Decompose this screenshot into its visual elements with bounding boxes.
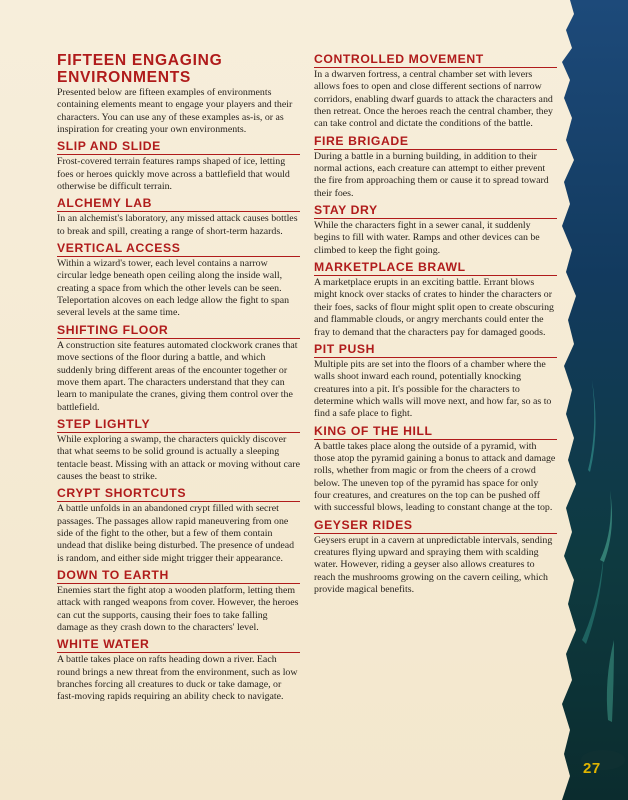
section-title: WHITE WATER (57, 637, 300, 653)
section-marketplace-brawl (314, 260, 557, 339)
section-stay-dry (314, 203, 557, 257)
section-text: In an alchemist's laboratory, any missed attack causes bottles to break and spill, creating a range of short-term hazards. (57, 213, 298, 237)
section-down-to-earth (57, 568, 300, 634)
page-title-line-1: FIFTEEN ENGAGING (57, 52, 223, 69)
section-text: A battle unfolds in an abandoned crypt filled with secret passages. The passages allow rapid maneuvering from one side of the fight to the other, but a few of them contain undead that dislike being disturbed. The presence of undead is random, and either side might trigger their appearance. (57, 503, 295, 564)
section-title: SHIFTING FLOOR (57, 323, 300, 339)
section-text: Geysers erupt in a cavern at unpredictable intervals, sending creatures flying upward and spraying them with scalding water. However, riding a geyser also allows creatures to reach the mushrooms growing on the cavern ceiling, which provide magical benefits. (314, 534, 553, 595)
section-title: ALCHEMY LAB (57, 196, 300, 212)
section-text: A battle takes place along the outside of a pyramid, with those atop the pyramid gaining a bonus to attack and damage rolls, whether from magic or from the cheers of a crowd below. The uneven top of the pyramid has space for only four creatures, and creatures on the top can be pushed off with successful blows, leading to constant change at the top. (314, 440, 556, 514)
section-white-water (57, 637, 300, 703)
section-text: Frost-covered terrain features ramps shaped of ice, letting foes or heroes quickly move across a battlefield that would otherwise be difficult terrain. (57, 156, 290, 193)
section-vertical-access (57, 241, 300, 320)
section-title: DOWN TO EARTH (57, 568, 300, 584)
section-title: CRYPT SHORTCUTS (57, 486, 300, 502)
section-slip-and-slide (57, 139, 300, 193)
section-title: FIRE BRIGADE (314, 134, 557, 150)
section-geyser-rides (314, 518, 557, 597)
section-text: Multiple pits are set into the floors of a chamber where the walls shoot inward each round, potentially knocking creatures into a pit. It's possible for the characters to determine which walls will move next, and how far, so as to find a safe place to fight. (314, 358, 552, 420)
section-title: VERTICAL ACCESS (57, 241, 300, 257)
section-text: While the characters fight in a sewer canal, it suddenly begins to fill with water. Ramps and other devices can be climbed to keep the fight going. (314, 220, 540, 256)
section-text: In a dwarven fortress, a central chamber set with levers allows foes to open and close different sections of narrow corridors, enabling dwarf guards to attack the characters and then retreat. Once the heroes reach the central chamber, they can take control and dictate the conditions of the battle. (314, 69, 553, 130)
section-title: STAY DRY (314, 203, 557, 219)
section-text: A construction site features automated clockwork cranes that move sections of the floor during a battle, and which suddenly bring different areas of the encounter together or move them apart. The characters understand that they can learn to manipulate the cranes, giving them control over the battlefield. (57, 339, 298, 413)
section-title: KING OF THE HILL (314, 424, 557, 440)
section-text: While exploring a swamp, the characters quickly discover that what seems to be solid ground is actually a sleeping tentacle beast. Missing with an attack or moving without care causes the beast to strike. (57, 433, 300, 482)
section-title: CONTROLLED MOVEMENT (314, 52, 557, 68)
section-title: PIT PUSH (314, 342, 557, 358)
section-fire-brigade (314, 134, 557, 200)
section-controlled-movement (314, 52, 557, 131)
right-column (314, 52, 557, 599)
section-title: MARKETPLACE BRAWL (314, 260, 557, 276)
cavern-art-decoration (548, 0, 628, 800)
section-text: A battle takes place on rafts heading down a river. Each round brings a new threat from the environment, such as low branches forcing all creatures to duck or take damage, or fast-moving rapids requiring an ability check to navigate. (57, 654, 298, 703)
intro-section (57, 52, 300, 136)
section-step-lightly (57, 417, 300, 483)
section-title: GEYSER RIDES (314, 518, 557, 534)
section-text: Within a wizard's tower, each level contains a narrow circular ledge beneath open ceiling along the inside wall, creating a space from which the other levels can be seen. Teleportation alcoves on each ledge allow the fight to span several levels at the same time. (57, 258, 290, 319)
section-title: STEP LIGHTLY (57, 417, 300, 433)
section-text: During a battle in a burning building, in addition to their normal actions, each creature can attempt to either prevent the fire from approaching them or cause it to spread toward their foes. (314, 150, 549, 199)
section-title: SLIP AND SLIDE (57, 139, 300, 155)
intro-text: Presented below are fifteen examples of environments containing elements meant to engage your players and their characters. You can use any of these examples as-is, or as inspiration for creating your own environments. (57, 87, 293, 136)
section-text: A marketplace erupts in an exciting battle. Errant blows might knock over stacks of crates to hinder the characters or their foes, sacks of flour might split open to create obscuring and flammable clouds, or angry merchants could enter the fray to demand that the characters pay for damaged goods. (314, 277, 554, 338)
page-title-line-2: ENVIRONMENTS (57, 69, 192, 86)
section-king-of-the-hill (314, 424, 557, 515)
section-crypt-shortcuts (57, 486, 300, 565)
page-title (57, 52, 300, 86)
section-shifting-floor (57, 323, 300, 414)
section-pit-push (314, 342, 557, 421)
page-number: 27 (583, 760, 601, 777)
left-column (57, 52, 300, 707)
section-text: Enemies start the fight atop a wooden platform, letting them attack with ranged weapons from cover. However, the heroes can cut the supports, causing their foes to take falling damage as they crash down to the characters' level. (57, 584, 299, 633)
section-alchemy-lab (57, 196, 300, 238)
